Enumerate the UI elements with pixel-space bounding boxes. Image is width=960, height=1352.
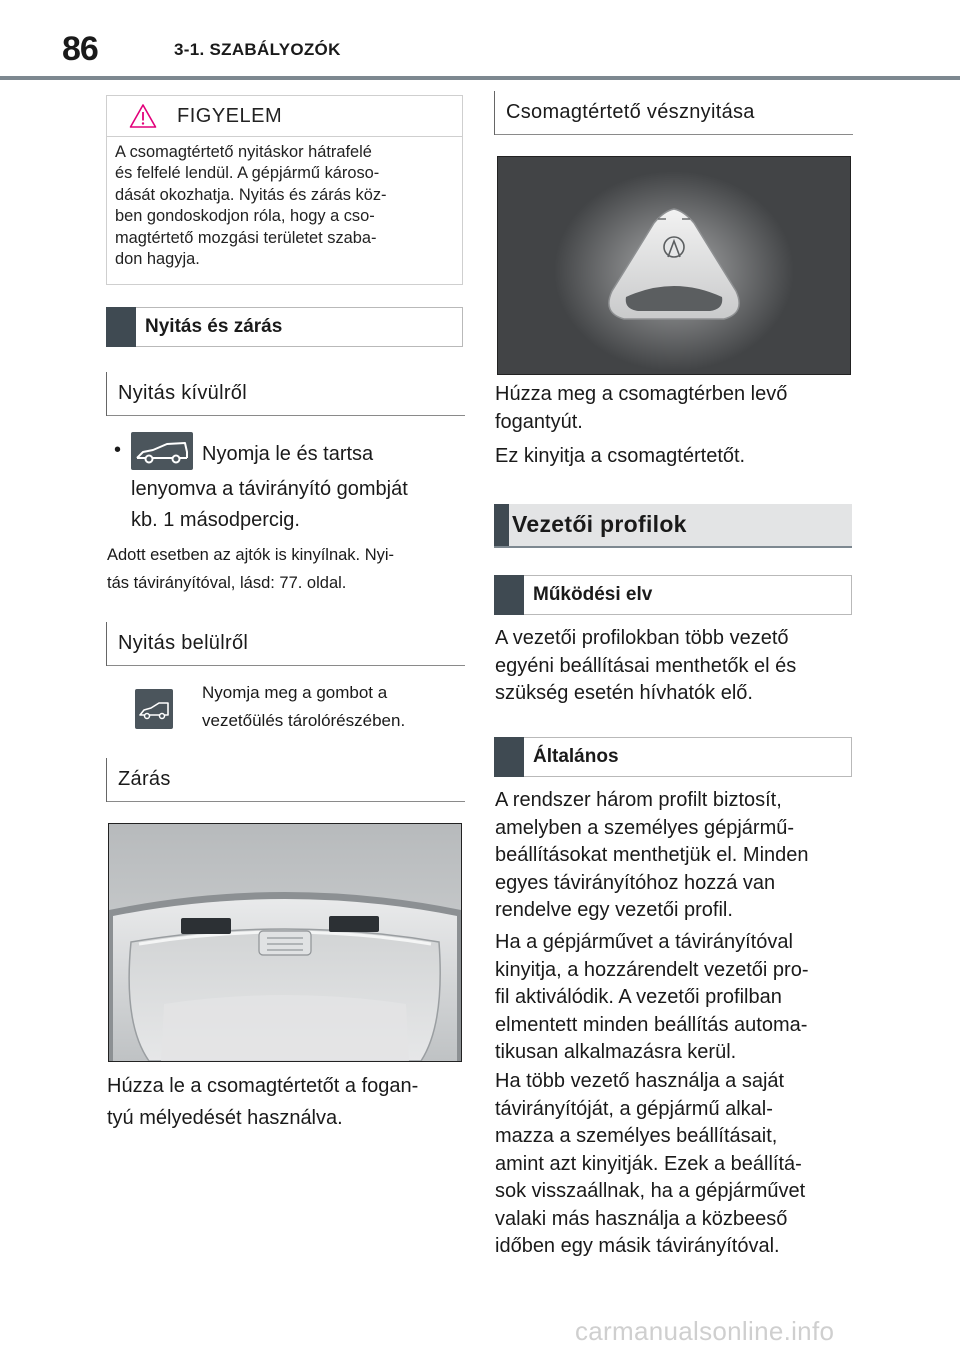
principle-line: szükség esetén hívhatók elő. [495, 682, 753, 704]
principle-line: egyéni beállításai menthetők el és [495, 654, 797, 677]
emergency-result: Ez kinyitja a csomagtértetőt. [495, 445, 746, 467]
trunk-lid-illustration [108, 823, 462, 1062]
general-paragraph-2 [495, 929, 809, 1067]
general-line: tikusan alkalmazásra kerül. [495, 1041, 737, 1063]
subhead-open-inside-label: Nyitás belülről [118, 632, 249, 654]
page-number: 86 [62, 30, 98, 68]
close-instructions [107, 1070, 418, 1134]
emergency-line: Húzza meg a csomagtérben levő [495, 383, 788, 405]
general-line: amint azt kinyitják. Ezek a beállítá- [495, 1152, 802, 1175]
close-line: Húzza le a csomagtértetőt a fogan- [107, 1075, 419, 1097]
warning-title: FIGYELEM [177, 105, 283, 127]
general-line: fil aktiválódik. A vezetői profilban [495, 986, 782, 1008]
subhead-close [106, 758, 465, 802]
close-line: tyú mélyedését használva. [107, 1107, 343, 1129]
general-paragraph-1 [495, 787, 809, 925]
general-paragraph-3 [495, 1068, 805, 1261]
bullet-dot: • [114, 439, 122, 461]
general-line: amelyben a személyes gépjármű- [495, 816, 795, 839]
principle-line: A vezetői profilokban több vezető [495, 627, 789, 649]
inside-line: vezetőülés tárolórészében. [202, 710, 406, 730]
warning-line: magtértető mozgási területet szaba- [115, 228, 377, 247]
warning-box [106, 95, 463, 285]
section-opening-closing [106, 307, 463, 347]
section-general [494, 737, 852, 777]
warning-text [115, 142, 455, 270]
general-line: A rendszer három profilt biztosít, [495, 789, 782, 811]
warning-line: A csomagtértető nyitáskor hátrafelé [115, 143, 372, 161]
subhead-open-outside-label: Nyitás kívülről [118, 382, 247, 404]
warning-line: dását okozhatja. Nyitás és zárás köz- [115, 185, 387, 204]
subhead-open-outside [106, 372, 465, 416]
subhead-open-inside [106, 622, 465, 666]
warning-line: ben gondoskodjon róla, hogy a cso- [115, 207, 375, 226]
general-line: kinyitja, a hozzárendelt vezetői pro- [495, 958, 809, 981]
inside-instructions [202, 679, 405, 734]
bullet-line: lenyomva a távirányító gombját [131, 478, 408, 500]
warning-line: és felfelé lendül. A gépjármű károso- [115, 164, 380, 183]
note-remote [107, 541, 394, 597]
section-operating-principle-label: Működési elv [533, 584, 653, 605]
general-line: távirányítóját, a gépjármű alkal- [495, 1097, 773, 1120]
general-line: mazza a személyes beállításait, [495, 1125, 778, 1147]
section-operating-principle [494, 575, 852, 615]
general-line: egyes távirányítóhoz hozzá van [495, 871, 776, 894]
general-line: beállításokat menthetjük el. Minden [495, 844, 809, 866]
warning-line: don hagyja. [115, 250, 200, 269]
watermark: carmanualsonline.info [575, 1316, 835, 1346]
emergency-release-illustration [497, 156, 851, 375]
general-line: rendelve egy vezetői profil. [495, 899, 733, 921]
section-general-label: Általános [533, 746, 619, 767]
warning-triangle-icon [129, 103, 157, 129]
section-driver-profiles-label: Vezetői profilok [512, 511, 687, 537]
general-line: elmentett minden beállítás automa- [495, 1013, 808, 1036]
subhead-close-label: Zárás [118, 768, 171, 790]
general-line: valaki más használja a közbeeső [495, 1207, 788, 1230]
principle-paragraph [495, 625, 796, 708]
inside-line: Nyomja meg a gombot a [202, 683, 388, 702]
section-driver-profiles [494, 504, 852, 548]
note-line: Adott esetben az ajtók is kinyílnak. Nyi- [107, 546, 395, 564]
general-line: Ha a gépjárművet a távirányítóval [495, 931, 793, 953]
subhead-emergency-release [494, 91, 853, 135]
note-line: tás távirányítóval, lásd: 77. oldal. [107, 574, 347, 592]
section-opening-closing-label: Nyitás és zárás [145, 316, 283, 337]
remote-trunk-button-icon [131, 432, 193, 470]
emergency-line: fogantyút. [495, 410, 583, 433]
bullet-line: kb. 1 másodpercig. [131, 509, 300, 531]
general-line: sok visszaállnak, ha a gépjárművet [495, 1180, 806, 1202]
general-line: Ha több vezető használja a saját [495, 1070, 785, 1092]
bullet-line: Nyomja le és tartsa [202, 443, 374, 465]
emergency-instructions [495, 381, 787, 436]
subhead-emergency-release-label: Csomagtértető vésznyitása [506, 101, 755, 123]
interior-trunk-button-icon [135, 689, 173, 729]
warning-header [107, 96, 462, 137]
general-line: időben egy másik távirányítóval. [495, 1235, 780, 1257]
header-rule [0, 76, 960, 80]
chapter-title: 3-1. SZABÁLYOZÓK [174, 40, 341, 59]
